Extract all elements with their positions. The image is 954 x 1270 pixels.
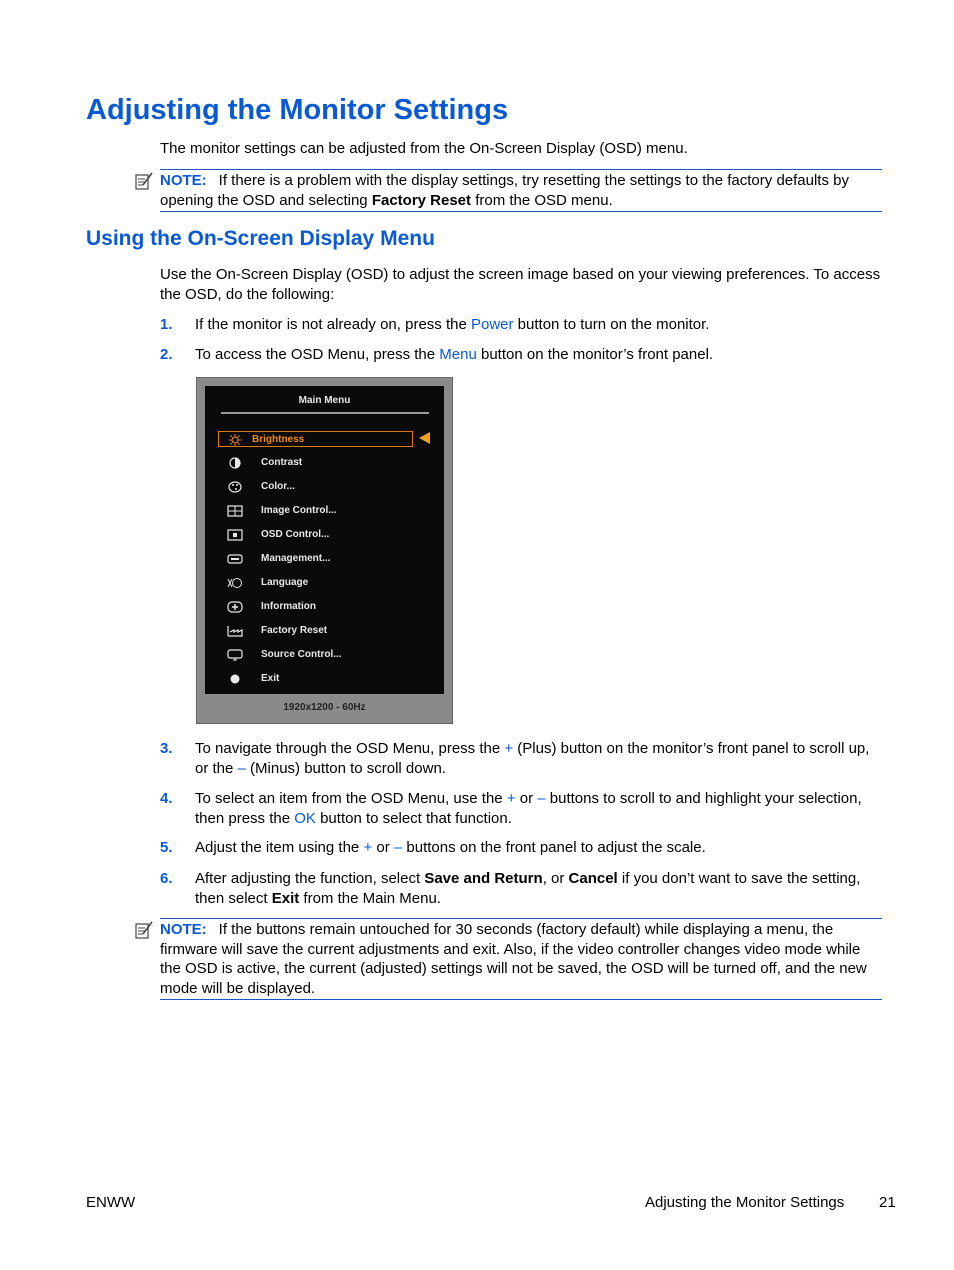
osd-screen: [205, 386, 444, 694]
save-and-return-ref: Save and Return: [424, 870, 543, 887]
minus-button-ref: –: [537, 790, 546, 807]
usage-intro: Use the On-Screen Display (OSD) to adjust the screen image based on your viewing preferences. To access the OSD, do the following:: [160, 266, 881, 303]
step-text: button on the monitor’s front panel.: [476, 346, 714, 363]
step-text: To navigate through the OSD Menu, press the: [195, 740, 505, 757]
osd-item-osd-control: [227, 527, 427, 543]
step-text: If the monitor is not already on, press the: [195, 316, 471, 333]
step-1: [160, 315, 882, 335]
osd-item-label: Management...: [261, 553, 331, 564]
note-text: If the buttons remain untouched for 30 seconds (factory default) while displaying a menu, the firmware will save the current adjustments and exit. Also, if the video controller changes video mode while the OSD is active, the current (adjusted) settings will not be saved, the OSD will be turned off, and the new mode will be displayed.: [160, 921, 867, 997]
minus-button-ref: –: [237, 759, 246, 777]
osd-menu-image: [196, 377, 453, 724]
step-text: if you don’t want to save the setting, then select: [195, 870, 861, 907]
note-text-end: from the OSD menu.: [471, 191, 613, 209]
step-number: 3.: [160, 740, 173, 757]
source-control-icon: [227, 649, 243, 661]
step-5: [160, 838, 882, 858]
menu-button-ref: Menu: [439, 346, 477, 363]
osd-item-label: Language: [261, 577, 309, 588]
language-icon: [227, 577, 243, 589]
step-text: Adjust the item using the: [195, 839, 364, 856]
minus-button-ref: –: [393, 839, 403, 856]
note-label: NOTE:: [160, 172, 207, 189]
step-text: To access the OSD Menu, press the: [195, 346, 440, 363]
osd-item-label: Color...: [261, 481, 295, 492]
step-text: To select an item from the OSD Menu, use the: [195, 790, 507, 807]
note-box: [160, 169, 882, 212]
step-text: or: [372, 839, 394, 856]
osd-item-factory-reset: [227, 623, 427, 639]
image-control-icon: [227, 505, 243, 517]
step-6: [160, 869, 882, 908]
step-text: or: [515, 790, 538, 807]
palette-icon: [227, 481, 243, 493]
osd-divider: [221, 412, 429, 414]
cancel-ref: Cancel: [568, 870, 618, 887]
osd-item-label: Contrast: [261, 457, 303, 468]
page-title: Adjusting the Monitor Settings: [86, 94, 509, 126]
osd-item-label: Factory Reset: [261, 625, 328, 636]
step-number: 4.: [160, 790, 173, 807]
note-label: NOTE:: [160, 921, 207, 938]
osd-item-label: Information: [261, 601, 316, 612]
osd-item-color: [227, 479, 427, 495]
section-heading: Using the On-Screen Display Menu: [86, 227, 435, 250]
step-number: 5.: [160, 839, 173, 856]
step-text: (Minus) button to scroll down.: [245, 759, 446, 777]
osd-item-brightness: [218, 431, 413, 447]
osd-item-label: Source Control...: [261, 649, 342, 660]
exit-icon: [227, 673, 243, 685]
ok-button-ref: OK: [294, 809, 316, 827]
note-text: If there is a problem with the display settings, try resetting the settings to the factory defaults by opening the OSD and selecting: [160, 172, 849, 209]
osd-item-source-control: [227, 647, 427, 663]
osd-item-label: Exit: [261, 673, 280, 684]
osd-item-label: Image Control...: [261, 505, 337, 516]
step-4: [160, 789, 882, 828]
step-text: After adjusting the function, select: [195, 870, 425, 887]
footer-title: Adjusting the Monitor Settings: [645, 1194, 845, 1211]
exit-ref: Exit: [271, 889, 300, 907]
step-number: 2.: [160, 346, 173, 363]
power-button-ref: Power: [470, 316, 514, 333]
step-text: buttons to scroll to and highlight your selection, then press the: [195, 790, 862, 827]
contrast-icon: [227, 457, 243, 469]
osd-item-exit: [227, 671, 427, 687]
step-text: (Plus) button on the monitor’s front panel to scroll up, or the: [195, 740, 870, 777]
osd-item-language: [227, 575, 427, 591]
step-3: [160, 739, 882, 778]
step-number: 1.: [160, 316, 173, 333]
step-text: from the Main Menu.: [299, 889, 441, 907]
step-text: buttons on the front panel to adjust the scale.: [402, 839, 706, 856]
intro-text: The monitor settings can be adjusted from the On-Screen Display (OSD) menu.: [160, 140, 688, 157]
footer-left: ENWW: [86, 1194, 136, 1211]
note-factory-reset: Factory Reset: [371, 191, 472, 209]
note-icon: [134, 171, 154, 191]
osd-item-image-control: [227, 503, 427, 519]
plus-button-ref: +: [506, 790, 516, 807]
page-number: 21: [879, 1194, 896, 1211]
plus-button-ref: +: [504, 740, 514, 757]
osd-item-management: [227, 551, 427, 567]
step-text: button to turn on the monitor.: [513, 316, 710, 333]
sun-icon: [227, 434, 243, 446]
management-icon: [227, 553, 243, 565]
step-text: , or: [542, 870, 569, 887]
note-icon: [134, 920, 154, 940]
note-box-2: [160, 918, 882, 1000]
step-text: button to select that function.: [315, 809, 512, 827]
plus-button-ref: +: [363, 839, 373, 856]
osd-selection-arrow-icon: [419, 432, 430, 444]
factory-reset-icon: [227, 625, 243, 637]
osd-item-label: Brightness: [252, 434, 305, 445]
step-2: [160, 345, 882, 365]
osd-item-label: OSD Control...: [261, 529, 330, 540]
info-icon: [227, 601, 243, 613]
osd-item-information: [227, 599, 427, 615]
osd-resolution-status: 1920x1200 - 60Hz: [283, 702, 366, 713]
step-number: 6.: [160, 870, 173, 887]
osd-title: Main Menu: [298, 395, 351, 406]
osd-control-icon: [227, 529, 243, 541]
osd-item-contrast: [227, 455, 427, 471]
